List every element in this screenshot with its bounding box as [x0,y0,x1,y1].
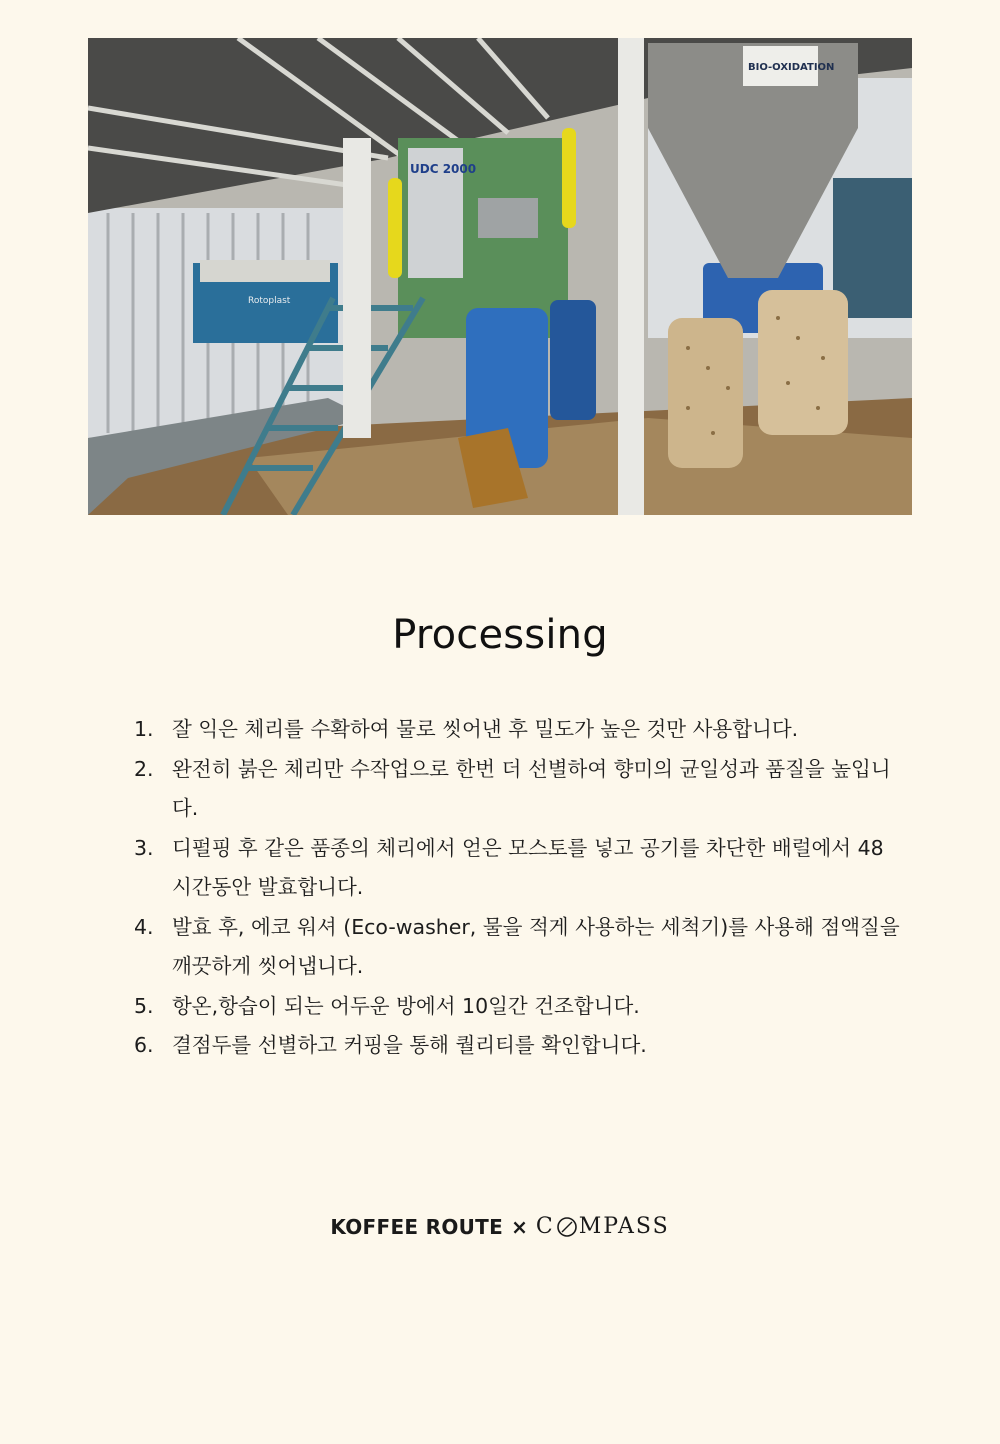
processing-steps-list [130,710,900,1066]
tank-label: BIO-OXIDATION [748,62,835,73]
processing-facility-photo [88,38,912,515]
brand-separator: × [511,1214,528,1239]
hopper-label: Rotoplast [248,296,291,306]
step-number: 1. [134,717,154,741]
compass-icon [556,1216,578,1238]
footer-brand [0,1214,1000,1239]
step-text: 결점두를 선별하고 커핑을 통해 퀄리티를 확인합니다. [172,1033,647,1057]
list-item [130,1026,900,1066]
step-number: 2. [134,756,154,781]
compass-logo-prefix: C [535,1214,555,1239]
step-number: 5. [134,993,154,1018]
step-text: 항온,항습이 되는 어두운 방에서 10일간 건조합니다. [172,993,640,1018]
step-number: 3. [134,835,154,860]
list-item [130,710,900,750]
page-title: Processing [392,612,608,658]
list-item [130,987,900,1027]
compass-logo-suffix: MPASS [578,1214,670,1239]
step-text: 발효 후, 에코 워셔 (Eco-washer, 물을 적게 사용하는 세척기)를 사용해 점액질을 깨끗하게 씻어냅니다. [172,914,900,978]
machine-label: UDC 2000 [410,162,477,176]
list-item [130,908,900,987]
step-text: 잘 익은 체리를 수확하여 물로 씻어낸 후 밀도가 높은 것만 사용합니다. [172,717,799,741]
list-item [130,750,900,829]
list-item [130,829,900,908]
compass-logo [536,1214,670,1239]
step-text: 디펄핑 후 같은 품종의 체리에서 얻은 모스토를 넣고 공기를 차단한 배럴에서 48시간동안 발효합니다. [172,835,884,899]
step-number: 6. [134,1033,154,1057]
step-text: 완전히 붉은 체리만 수작업으로 한번 더 선별하여 향미의 균일성과 품질을 높입니다. [172,756,891,820]
step-number: 4. [134,914,154,939]
koffee-route-logo: KOFFEE ROUTE [330,1214,504,1239]
